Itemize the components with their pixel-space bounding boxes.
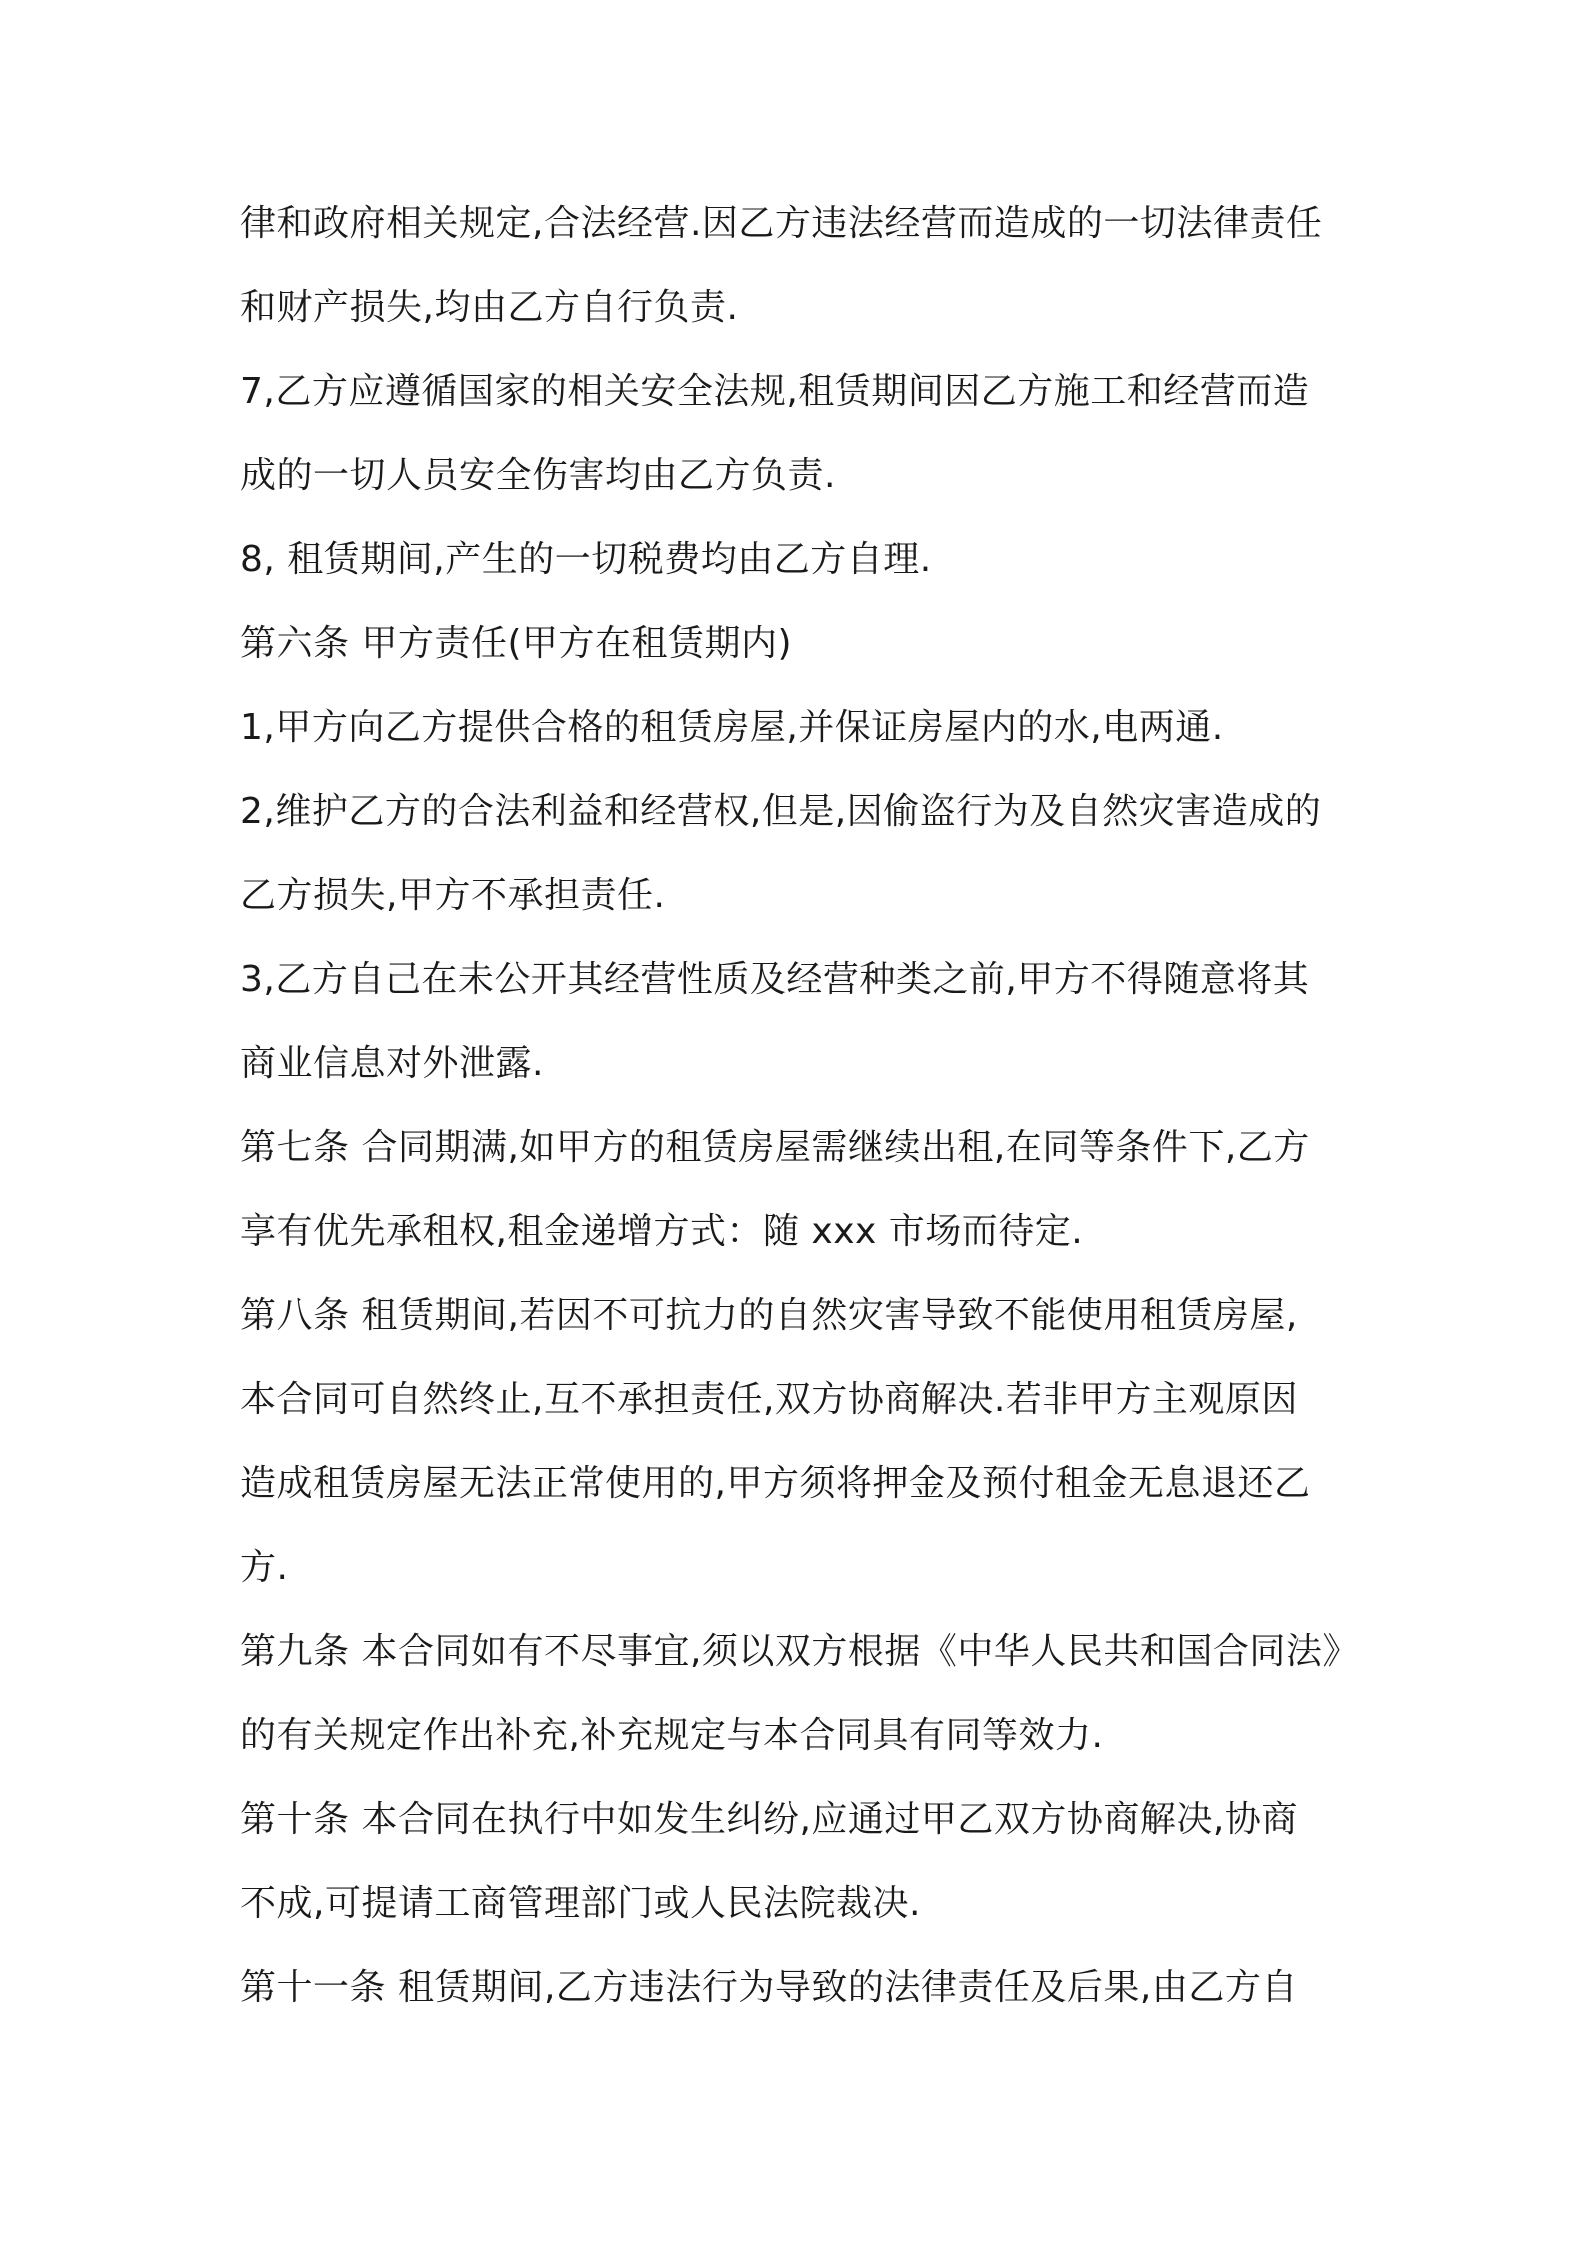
section-heading-article-11: 第十一条 租赁期间,乙方违法行为导致的法律责任及后果,由乙方自 (240, 1967, 1298, 2008)
text-line: 7,乙方应遵循国家的相关安全法规,租赁期间因乙方施工和经营而造 (240, 371, 1310, 412)
text-line: 乙方损失,甲方不承担责任. (240, 875, 666, 916)
text-line: 本合同可自然终止,互不承担责任,双方协商解决.若非甲方主观原因 (240, 1379, 1298, 1420)
section-heading-article-9: 第九条 本合同如有不尽事宜,须以双方根据《中华人民共和国合同法》 (240, 1631, 1359, 1672)
section-heading-article-8: 第八条 租赁期间,若因不可抗力的自然灾害导致不能使用租赁房屋, (240, 1295, 1298, 1336)
section-heading-article-10: 第十条 本合同在执行中如发生纠纷,应通过甲乙双方协商解决,协商 (240, 1799, 1298, 1840)
text-line: 方. (240, 1547, 289, 1588)
text-line: 1,甲方向乙方提供合格的租赁房屋,并保证房屋内的水,电两通. (240, 707, 1224, 748)
text-line: 3,乙方自己在未公开其经营性质及经营种类之前,甲方不得随意将其 (240, 959, 1310, 1000)
section-heading-article-6: 第六条 甲方责任(甲方在租赁期内) (240, 623, 793, 664)
text-line: 的有关规定作出补充,补充规定与本合同具有同等效力. (240, 1715, 1104, 1756)
text-line: 8, 租赁期间,产生的一切税费均由乙方自理. (240, 539, 932, 580)
text-line: 律和政府相关规定,合法经营.因乙方违法经营而造成的一切法律责任 (240, 203, 1323, 244)
text-line: 不成,可提请工商管理部门或人民法院裁决. (240, 1883, 921, 1924)
text-line: 享有优先承租权,租金递增方式：随 xxx 市场而待定. (240, 1211, 1084, 1252)
text-line: 成的一切人员安全伤害均由乙方负责. (240, 455, 836, 496)
text-line: 2,维护乙方的合法利益和经营权,但是,因偷盗行为及自然灾害造成的 (240, 791, 1322, 832)
text-line: 商业信息对外泄露. (240, 1043, 544, 1084)
text-line: 造成租赁房屋无法正常使用的,甲方须将押金及预付租金无息退还乙 (240, 1463, 1311, 1504)
section-heading-article-7: 第七条 合同期满,如甲方的租赁房屋需继续出租,在同等条件下,乙方 (240, 1127, 1310, 1168)
text-line: 和财产损失,均由乙方自行负责. (240, 287, 739, 328)
